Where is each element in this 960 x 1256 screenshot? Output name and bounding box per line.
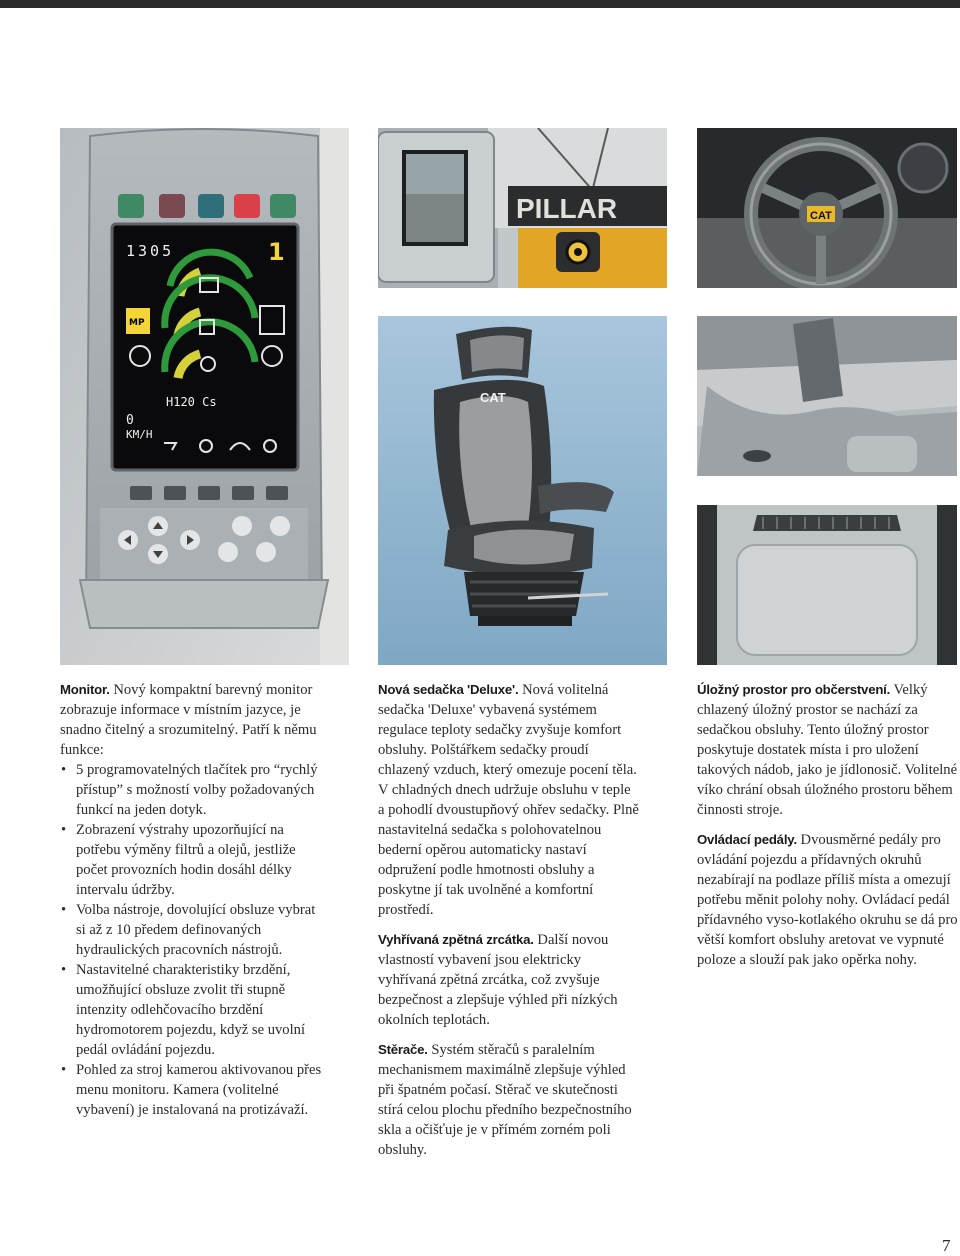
home-button [232,516,252,536]
quick-button-1 [118,194,144,218]
back-button [218,542,238,562]
cup-holder [743,450,771,462]
wipers-lead: Stěrače. [378,1042,428,1057]
storage-text-column [697,680,959,980]
quick-button-2 [159,194,185,218]
quick-button-5 [270,194,296,218]
menu-button [270,516,290,536]
quick-button-3 [198,194,224,218]
storage-illustration [697,316,957,476]
steering-illustration [697,128,957,288]
monitor-feature-list [60,760,322,1120]
wipers-text: Systém stěračů s paralelním mechanismem maximálně zlepšuje výhled při špatném počasí. Stěrač ve skutečnosti stírá celou plochu předního bezpečnostního skla a očišťuje je v přímém zorném poli obsluhy. [378,1042,632,1158]
list-item: • Nastavitelné charakteristiky brzdění, umožňující obsluze zvolit tři stupně intenzity odlehčovacího brzdění hydromotorem pojezdu, když se uvolní pedál ovládání pojezdu. [60,960,322,1060]
speed-value: 0 [126,413,134,428]
monitor-intro-text: Nový kompaktní barevný monitor zobrazuje informace v místním jazyce, je snadno čitelný a srozumitelný. Patří k němu funkce: [60,682,317,758]
storage-text: Velký chlazený úložný prostor se nachází za sedačkou obsluhy. Tento úložný prostor poskytuje dostatek místa i pro uložení takových nádob, jako je jídlonosič. Volitelné víko chrání obsah úložného prostoru během činnosti stroje. [697,682,958,818]
console-illustration [697,505,957,665]
pedals-paragraph [697,830,959,970]
pedals-lead: Ovládací pedály. [697,832,797,847]
monitor-intro [60,680,322,760]
steering-cat-logo: CAT [810,210,832,222]
svg-text:MP: MP [129,318,145,328]
tool-name: H120 Cs [166,395,217,409]
ok-button [256,542,276,562]
monitor-text-column [60,680,322,1120]
monitor-photo [60,128,349,665]
speed-unit: KM/H [126,428,153,441]
mirrors-lead: Vyhřívaná zpětná zrcátka. [378,932,534,947]
seat-paragraph [378,680,640,920]
list-item: • Volba nástroje, dovolující obsluze vybrat si až z 10 předem definovaných hydraulických pracovních nástrojů. [60,900,322,960]
steering-wheel-photo [697,128,957,288]
storage-compartment-photo [697,316,957,476]
list-item: • 5 programovatelných tlačítek pro “rychlý přístup” s možností volby požadovaných funkcí na jeden dotyk. [60,760,322,820]
list-item: • Pohled za stroj kamerou aktivovanou přes menu monitoru. Kamera (volitelné vybavení) je instalovaná na protizávaží. [60,1060,322,1120]
wipers-paragraph [378,1040,640,1160]
camera-illustration [378,128,667,288]
pedals-text: Dvousměrné pedály pro ovládání pojezdu a přídavných okruhů nezabírají na podlaze příliš místa a omezují potřebu měnit polohy nohy. Ovládací pedál přídavného vyso-kotlakého okruhu se dá pro větší komfort obsluhy aretovat ve vypnuté poloze a slouží pak jako opěrka nohy. [697,832,958,968]
seat-text-column [378,680,640,1170]
top-rule [0,0,960,8]
gear-indicator: 1 [268,238,285,266]
page-number: 7 [942,1236,951,1255]
storage-paragraph [697,680,959,820]
seat-cat-logo: CAT [480,390,506,405]
seat-text: Nová volitelná sedačka 'Deluxe' vybavená systémem regulace teploty sedačky zvyšuje komfort obsluhy. Polštářkem sedačky proudí chlazený vzduch, který omezuje pocení těla. V chladných dnech udržuje obsluhu v teple a pohodlí dvoustupňový ohřev sedačky. Plně nastavitelná sedačka s polohovatelnou bederní opěrou automaticky nastaví odpružení podle hmotnosti obsluhy a poskytne jí tak uvolněné a komfortní prostředí. [378,682,639,918]
deluxe-seat-photo [378,316,667,665]
air-vent [753,515,901,531]
machine-brand-label: PILLAR [516,193,618,224]
storage-lead: Úložný prostor pro občerstvení. [697,682,891,697]
seat-lead: Nová sedačka 'Deluxe'. [378,682,519,697]
rear-camera-photo [378,128,667,288]
glovebox-lid [737,545,917,655]
dashboard-console-photo [697,505,957,665]
monitor-illustration [60,128,349,665]
list-item: • Zobrazení výstrahy upozorňující na potřebu výměny filtrů a olejů, jestliže počet provozních hodin dosáhl délky intervalu údržby. [60,820,322,900]
mirrors-paragraph [378,930,640,1030]
mirrors-text: Další novou vlastností vybavení jsou elektricky vyhřívaná zpětná zrcátka, což zvyšuje bezpečnost a zlepšuje výhled při nízkých okolních teplotách. [378,932,618,1028]
monitor-lead: Monitor. [60,682,110,697]
quick-button-4 [234,194,260,218]
seat-illustration [378,316,667,665]
hour-meter: 1305 [126,242,175,260]
